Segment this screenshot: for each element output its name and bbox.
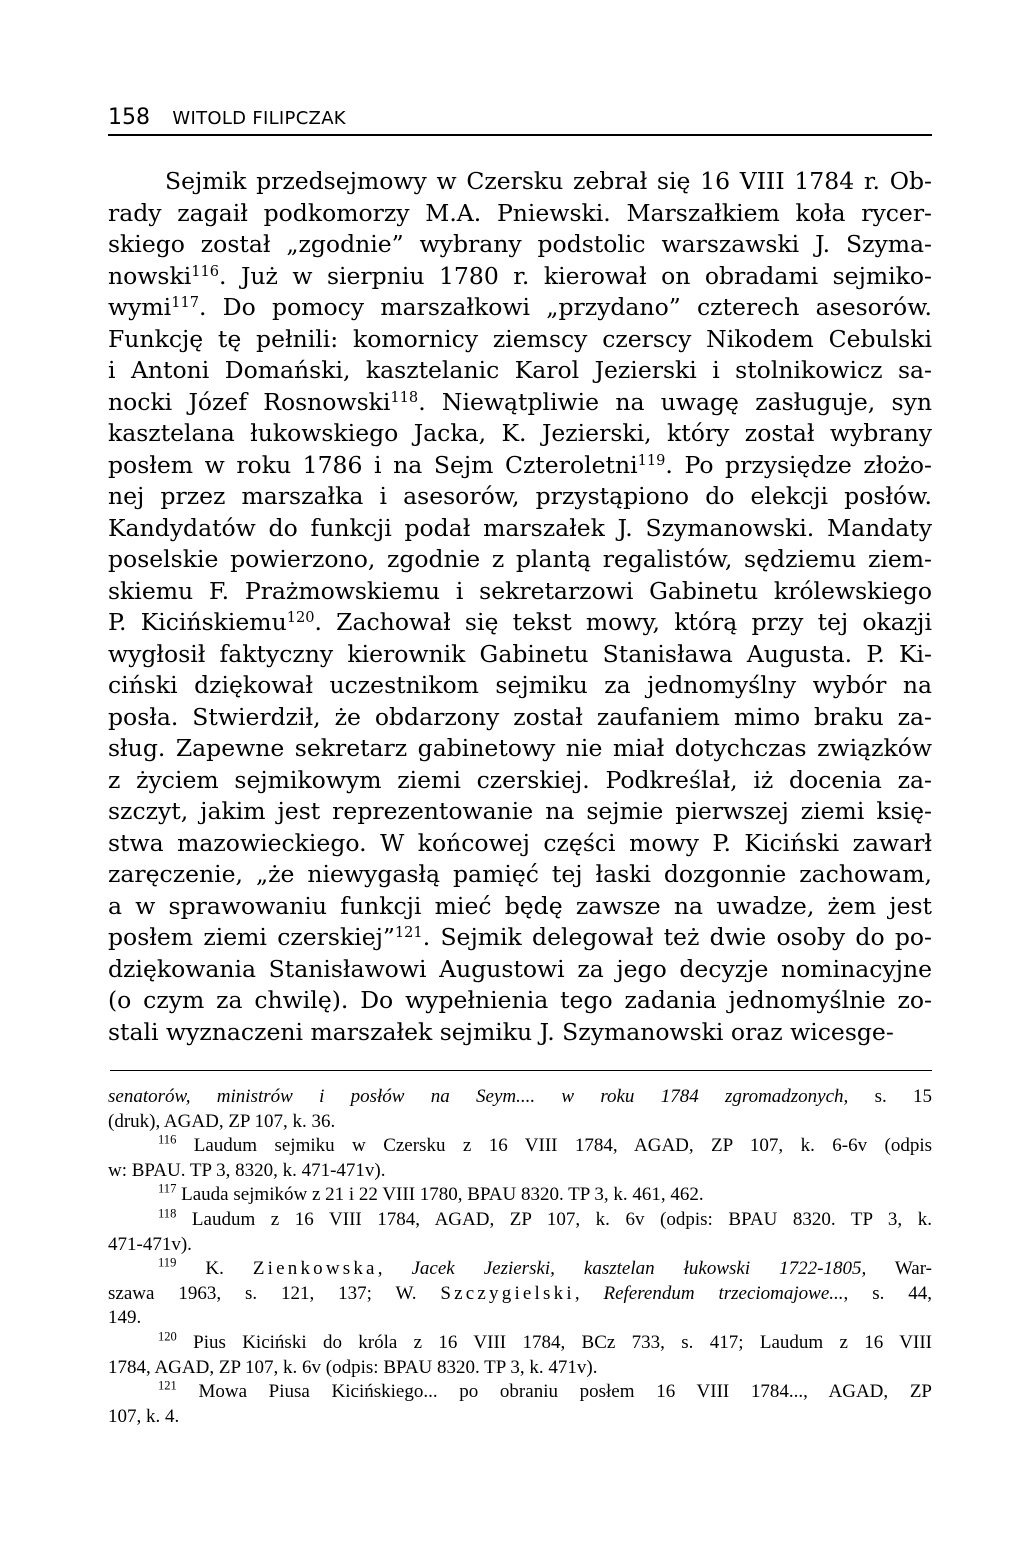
text-run: w: BPAU. TP 3, 8320, k. 471-471v). bbox=[108, 1159, 386, 1181]
text-line bbox=[108, 324, 932, 356]
footnote-line bbox=[108, 1134, 932, 1159]
text-run: . Już w sierpniu 1780 r. kierował on obradami sejmiko- bbox=[219, 261, 932, 290]
text-run: ciński dziękował uczestnikom sejmiku za jednomyślny wybór na bbox=[108, 671, 932, 699]
text-line bbox=[108, 922, 932, 954]
text-run: Sejmik przedsejmowy w Czersku zebrał się 16 VIII 1784 r. Ob- bbox=[165, 167, 932, 195]
footnote-separator bbox=[110, 1070, 932, 1071]
text-run: posła. Stwierdził, że obdarzony został zaufaniem mimo braku za- bbox=[108, 702, 932, 731]
footnote-line bbox=[108, 1159, 932, 1184]
text-run: Referendum trzeciomajowe... bbox=[603, 1282, 844, 1304]
text-run: War- bbox=[866, 1258, 932, 1280]
footnote-line bbox=[108, 1405, 932, 1430]
footnote-line bbox=[108, 1183, 932, 1208]
text-line bbox=[108, 891, 932, 923]
text-run: Kandydatów do funkcji podał marszałek J. Szymanowski. Mandaty bbox=[108, 513, 932, 542]
text-run: (druk), AGAD, ZP 107, k. 36. bbox=[108, 1110, 336, 1132]
footnote-line bbox=[108, 1085, 932, 1110]
text-run: Zienkowska bbox=[252, 1258, 378, 1280]
text-run: Pius Kiciński do króla z 16 VIII 1784, BCz 733, s. 417; Laudum z 16 VIII bbox=[176, 1331, 932, 1353]
footnote-marker: 119 bbox=[158, 1255, 177, 1270]
footnote-marker: 120 bbox=[158, 1329, 177, 1344]
footnote-marker: 117 bbox=[171, 294, 199, 311]
text-line bbox=[108, 828, 932, 860]
text-run: zaręczenie, „że niewygasłą pamięć tej łaski dozgonnie zachowam, bbox=[108, 860, 932, 888]
footnote-marker: 121 bbox=[394, 924, 423, 941]
text-run: stali wyznaczeni marszałek sejmiku J. Szymanowski oraz wicesge- bbox=[108, 1017, 894, 1046]
text-run: a w sprawowaniu funkcji mieć będę zawsze na uwadze, żem jest bbox=[108, 891, 932, 920]
text-run: wymi bbox=[108, 293, 172, 321]
text-run: skiego został „zgodnie” wybrany podstolic warszawski J. Szyma- bbox=[108, 230, 932, 258]
text-run: Szczygielski bbox=[440, 1282, 575, 1304]
footnote-marker: 119 bbox=[637, 451, 666, 469]
footnote-line bbox=[108, 1331, 932, 1356]
text-run: K. bbox=[176, 1258, 253, 1280]
text-line bbox=[108, 859, 932, 891]
page-number: 158 bbox=[108, 105, 150, 130]
text-line bbox=[108, 355, 932, 387]
running-head-author: WITOLD FILIPCZAK bbox=[172, 108, 346, 129]
footnote-marker: 120 bbox=[286, 609, 315, 626]
text-run: wygłosił faktyczny kierownik Gabinetu Stanisława Augusta. P. Ki- bbox=[108, 639, 932, 668]
main-text bbox=[108, 166, 932, 1048]
text-run: , s. 44, bbox=[843, 1282, 933, 1304]
footnote-line bbox=[108, 1257, 932, 1282]
text-line bbox=[108, 765, 932, 797]
text-run: . Niewątpliwie na uwagę zasługuje, syn bbox=[418, 387, 932, 416]
text-run: . Po przysiędze złożo- bbox=[665, 450, 932, 479]
text-run: poselskie powierzono, zgodnie z plantą regalistów, sędziemu ziem- bbox=[108, 545, 932, 573]
text-run: 1784, AGAD, ZP 107, k. 6v (odpis: BPAU 8320. TP 3, k. 471v). bbox=[108, 1356, 598, 1378]
text-run: 107, k. 4. bbox=[108, 1405, 180, 1427]
text-run: 471-471v). bbox=[108, 1233, 192, 1255]
footnote-line bbox=[108, 1208, 932, 1233]
footnote-marker: 118 bbox=[390, 388, 419, 406]
text-line bbox=[108, 796, 932, 828]
text-run: nowski bbox=[108, 261, 192, 290]
text-run: z życiem sejmikowym ziemi czerskiej. Podkreślał, iż docenia za- bbox=[108, 765, 932, 794]
running-head bbox=[108, 100, 932, 136]
text-line bbox=[108, 702, 932, 734]
text-run: Lauda sejmików z 21 i 22 VIII 1780, BPAU 8320. TP 3, k. 461, 462. bbox=[176, 1184, 704, 1206]
text-run: dziękowania Stanisławowi Augustowi za jego decyzje nominacyjne bbox=[108, 954, 932, 983]
footnote-line bbox=[108, 1110, 932, 1135]
text-run: Laudum sejmiku w Czersku z 16 VIII 1784, AGAD, ZP 107, k. 6-6v (odpis bbox=[176, 1135, 932, 1157]
text-line bbox=[108, 450, 932, 482]
footnote-line bbox=[108, 1233, 932, 1258]
text-line bbox=[108, 733, 932, 765]
footnote-line bbox=[108, 1306, 932, 1331]
text-run: rady zagaił podkomorzy M.A. Pniewski. Marszałkiem koła rycer- bbox=[108, 198, 932, 227]
footnote-marker: 121 bbox=[158, 1378, 177, 1393]
text-line bbox=[108, 418, 932, 450]
text-line bbox=[108, 576, 932, 608]
footnote-line bbox=[108, 1282, 932, 1307]
text-run: s. 15 bbox=[848, 1086, 932, 1107]
text-line bbox=[108, 513, 932, 545]
text-run: Jacek Jezierski, kasztelan łukowski 1722-1805, bbox=[411, 1258, 867, 1280]
footnote-line bbox=[108, 1356, 932, 1381]
text-run: Mowa Piusa Kicińskiego... po obraniu posłem 16 VIII 1784..., AGAD, ZP bbox=[176, 1381, 932, 1403]
document-page bbox=[108, 100, 932, 1429]
footnote-line bbox=[108, 1380, 932, 1405]
text-run: . Sejmik delegował też dwie osoby do po- bbox=[422, 923, 932, 951]
text-line bbox=[108, 954, 932, 986]
text-line bbox=[108, 229, 932, 261]
text-line bbox=[108, 387, 932, 419]
text-line bbox=[108, 261, 932, 293]
text-run: nocki Józef Rosnowski bbox=[108, 387, 391, 416]
footnote-marker: 116 bbox=[158, 1132, 177, 1147]
text-run: , bbox=[377, 1258, 412, 1280]
text-run: i Antoni Domański, kasztelanic Karol Jezierski i stolnikowicz sa- bbox=[108, 356, 932, 384]
text-line bbox=[108, 544, 932, 576]
text-run: skiemu F. Prażmowskiemu i sekretarzowi Gabinetu królewskiego bbox=[108, 576, 932, 605]
text-line bbox=[108, 292, 932, 324]
text-run: nej przez marszałka i asesorów, przystąpiono do elekcji posłów. bbox=[108, 482, 932, 510]
text-run: Funkcję tę pełnili: komornicy ziemscy czerscy Nikodem Cebulski bbox=[108, 324, 932, 353]
text-line bbox=[108, 166, 932, 198]
text-run: (o czym za chwilę). Do wypełnienia tego zadania jednomyślnie zo- bbox=[108, 986, 932, 1014]
text-line bbox=[108, 670, 932, 702]
text-run: . Zachował się tekst mowy, którą przy tej okazji bbox=[314, 608, 932, 636]
text-line bbox=[108, 1017, 932, 1049]
text-run: szczyt, jakim jest reprezentowanie na sejmie pierwszej ziemi księ- bbox=[108, 797, 932, 825]
footnote-marker: 118 bbox=[158, 1206, 177, 1221]
footnote-marker: 116 bbox=[191, 262, 220, 280]
text-line bbox=[108, 481, 932, 513]
footnotes bbox=[108, 1085, 932, 1429]
footnote-marker: 117 bbox=[158, 1181, 177, 1196]
text-line bbox=[108, 198, 932, 230]
text-run: szawa 1963, s. 121, 137; W. bbox=[108, 1282, 441, 1304]
text-run: P. Kicińskiemu bbox=[108, 608, 287, 636]
text-run: senatorów, ministrów i posłów na Seym.... w roku 1784 zgromadzonych, bbox=[108, 1086, 849, 1107]
text-line bbox=[108, 639, 932, 671]
text-run: posłem w roku 1786 i na Sejm Czteroletni bbox=[108, 450, 638, 479]
text-line bbox=[108, 607, 932, 639]
text-run: . Do pomocy marszałkowi „przydano” czterech asesorów. bbox=[199, 293, 932, 321]
text-run: posłem ziemi czerskiej” bbox=[108, 923, 395, 951]
text-run: sług. Zapewne sekretarz gabinetowy nie miał dotychczas związków bbox=[108, 734, 932, 762]
text-run: 149. bbox=[108, 1307, 142, 1329]
text-run: Laudum z 16 VIII 1784, AGAD, ZP 107, k. 6v (odpis: BPAU 8320. TP 3, k. bbox=[176, 1208, 932, 1230]
text-line bbox=[108, 985, 932, 1017]
text-run: , bbox=[574, 1282, 604, 1304]
text-run: stwa mazowieckiego. W końcowej części mowy P. Kiciński zawarł bbox=[108, 828, 932, 857]
text-run: kasztelana łukowskiego Jacka, K. Jezierski, który został wybrany bbox=[108, 419, 932, 447]
